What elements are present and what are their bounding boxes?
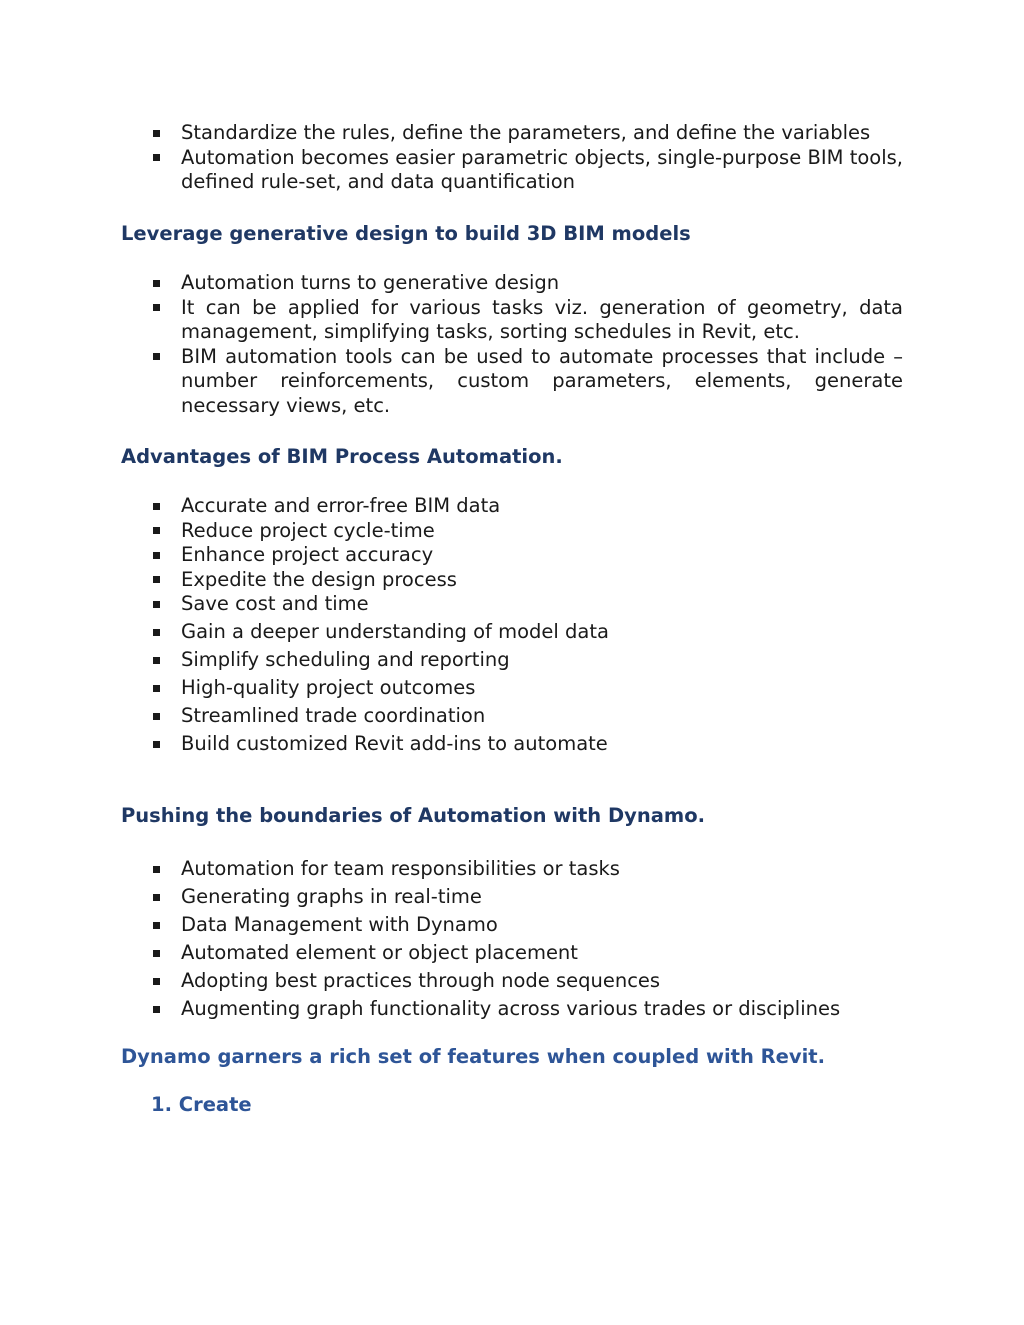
list-item [150,494,903,519]
square-bullet-icon [153,978,160,985]
list-item [150,967,903,995]
square-bullet-icon [153,922,160,929]
square-bullet-icon [153,741,160,748]
square-bullet-icon [153,304,160,311]
section-heading-advantages: Advantages of BIM Process Automation. [121,445,563,468]
list-item [150,543,903,568]
list-item-text: Gain a deeper understanding of model data [181,620,609,643]
list-item [150,121,903,146]
square-bullet-icon [153,657,160,664]
list-item [150,519,903,544]
list-item [150,939,903,967]
list-item-text: Automation turns to generative design [181,271,560,294]
list-item [150,702,903,730]
list-item-text: Accurate and error-free BIM data [181,494,501,517]
square-bullet-icon [153,503,160,510]
square-bullet-icon [153,629,160,636]
list-item [150,296,903,345]
list-item-text: Adopting best practices through node sequences [181,969,661,992]
square-bullet-icon [153,576,160,583]
list-item [150,345,903,419]
section-heading-dynamo: Pushing the boundaries of Automation with Dynamo. [121,804,706,827]
bullet-list-dynamo [150,855,903,1023]
bullet-list-rules [150,121,903,195]
list-item-text: Augmenting graph functionality across various trades or disciplines [181,997,841,1020]
square-bullet-icon [153,894,160,901]
list-item-text: BIM automation tools can be used to automate processes that include – number reinforcements, custom parameters, elements, generate necessary views, etc. [181,344,903,417]
square-bullet-icon [153,552,160,559]
list-item [150,146,903,195]
list-item-text: Expedite the design process [181,567,457,591]
list-item-text: Simplify scheduling and reporting [181,648,510,671]
list-item-text: It can be applied for various tasks viz. generation of geometry, data management, simplifying tasks, sorting schedules in Revit, etc. [181,295,903,343]
section-heading-generative-design: Leverage generative design to build 3D BIM models [121,222,691,245]
list-item [150,271,903,296]
square-bullet-icon [153,280,160,287]
list-item [150,592,903,617]
list-item-text: Automated element or object placement [181,941,578,964]
square-bullet-icon [153,950,160,957]
list-item-text: Automation for team responsibilities or tasks [181,857,620,880]
list-item [150,618,903,646]
list-item [150,995,903,1023]
list-item-text: Standardize the rules, define the parameters, and define the variables [181,121,871,144]
list-item-text: Enhance project accuracy [181,543,434,566]
list-item [150,855,903,883]
list-item [150,883,903,911]
list-item-text: Save cost and time [181,592,369,615]
square-bullet-icon [153,1006,160,1013]
square-bullet-icon [153,713,160,720]
list-item-text: Generating graphs in real-time [181,885,482,908]
bullet-list-generative-design [150,271,903,418]
square-bullet-icon [153,527,160,534]
square-bullet-icon [153,353,160,360]
list-item-text: Build customized Revit add-ins to automate [181,732,608,755]
square-bullet-icon [153,601,160,608]
bullet-list-advantages-b [150,618,903,758]
numbered-item-create: 1. Create [151,1093,252,1116]
square-bullet-icon [153,130,160,137]
square-bullet-icon [153,154,160,161]
list-item-text: Automation becomes easier parametric objects, single-purpose BIM tools, defined rule-set, and data quantification [181,145,903,193]
section-heading-revit-features: Dynamo garners a rich set of features when coupled with Revit. [121,1045,825,1068]
list-item-text: Reduce project cycle-time [181,518,435,542]
square-bullet-icon [153,866,160,873]
list-item-text: Data Management with Dynamo [181,913,498,936]
list-item [150,730,903,758]
list-item [150,911,903,939]
square-bullet-icon [153,685,160,692]
list-item-text: High-quality project outcomes [181,676,476,699]
list-item [150,568,903,593]
list-item [150,674,903,702]
list-item-text: Streamlined trade coordination [181,704,486,727]
bullet-list-advantages-a [150,494,903,617]
list-item [150,646,903,674]
